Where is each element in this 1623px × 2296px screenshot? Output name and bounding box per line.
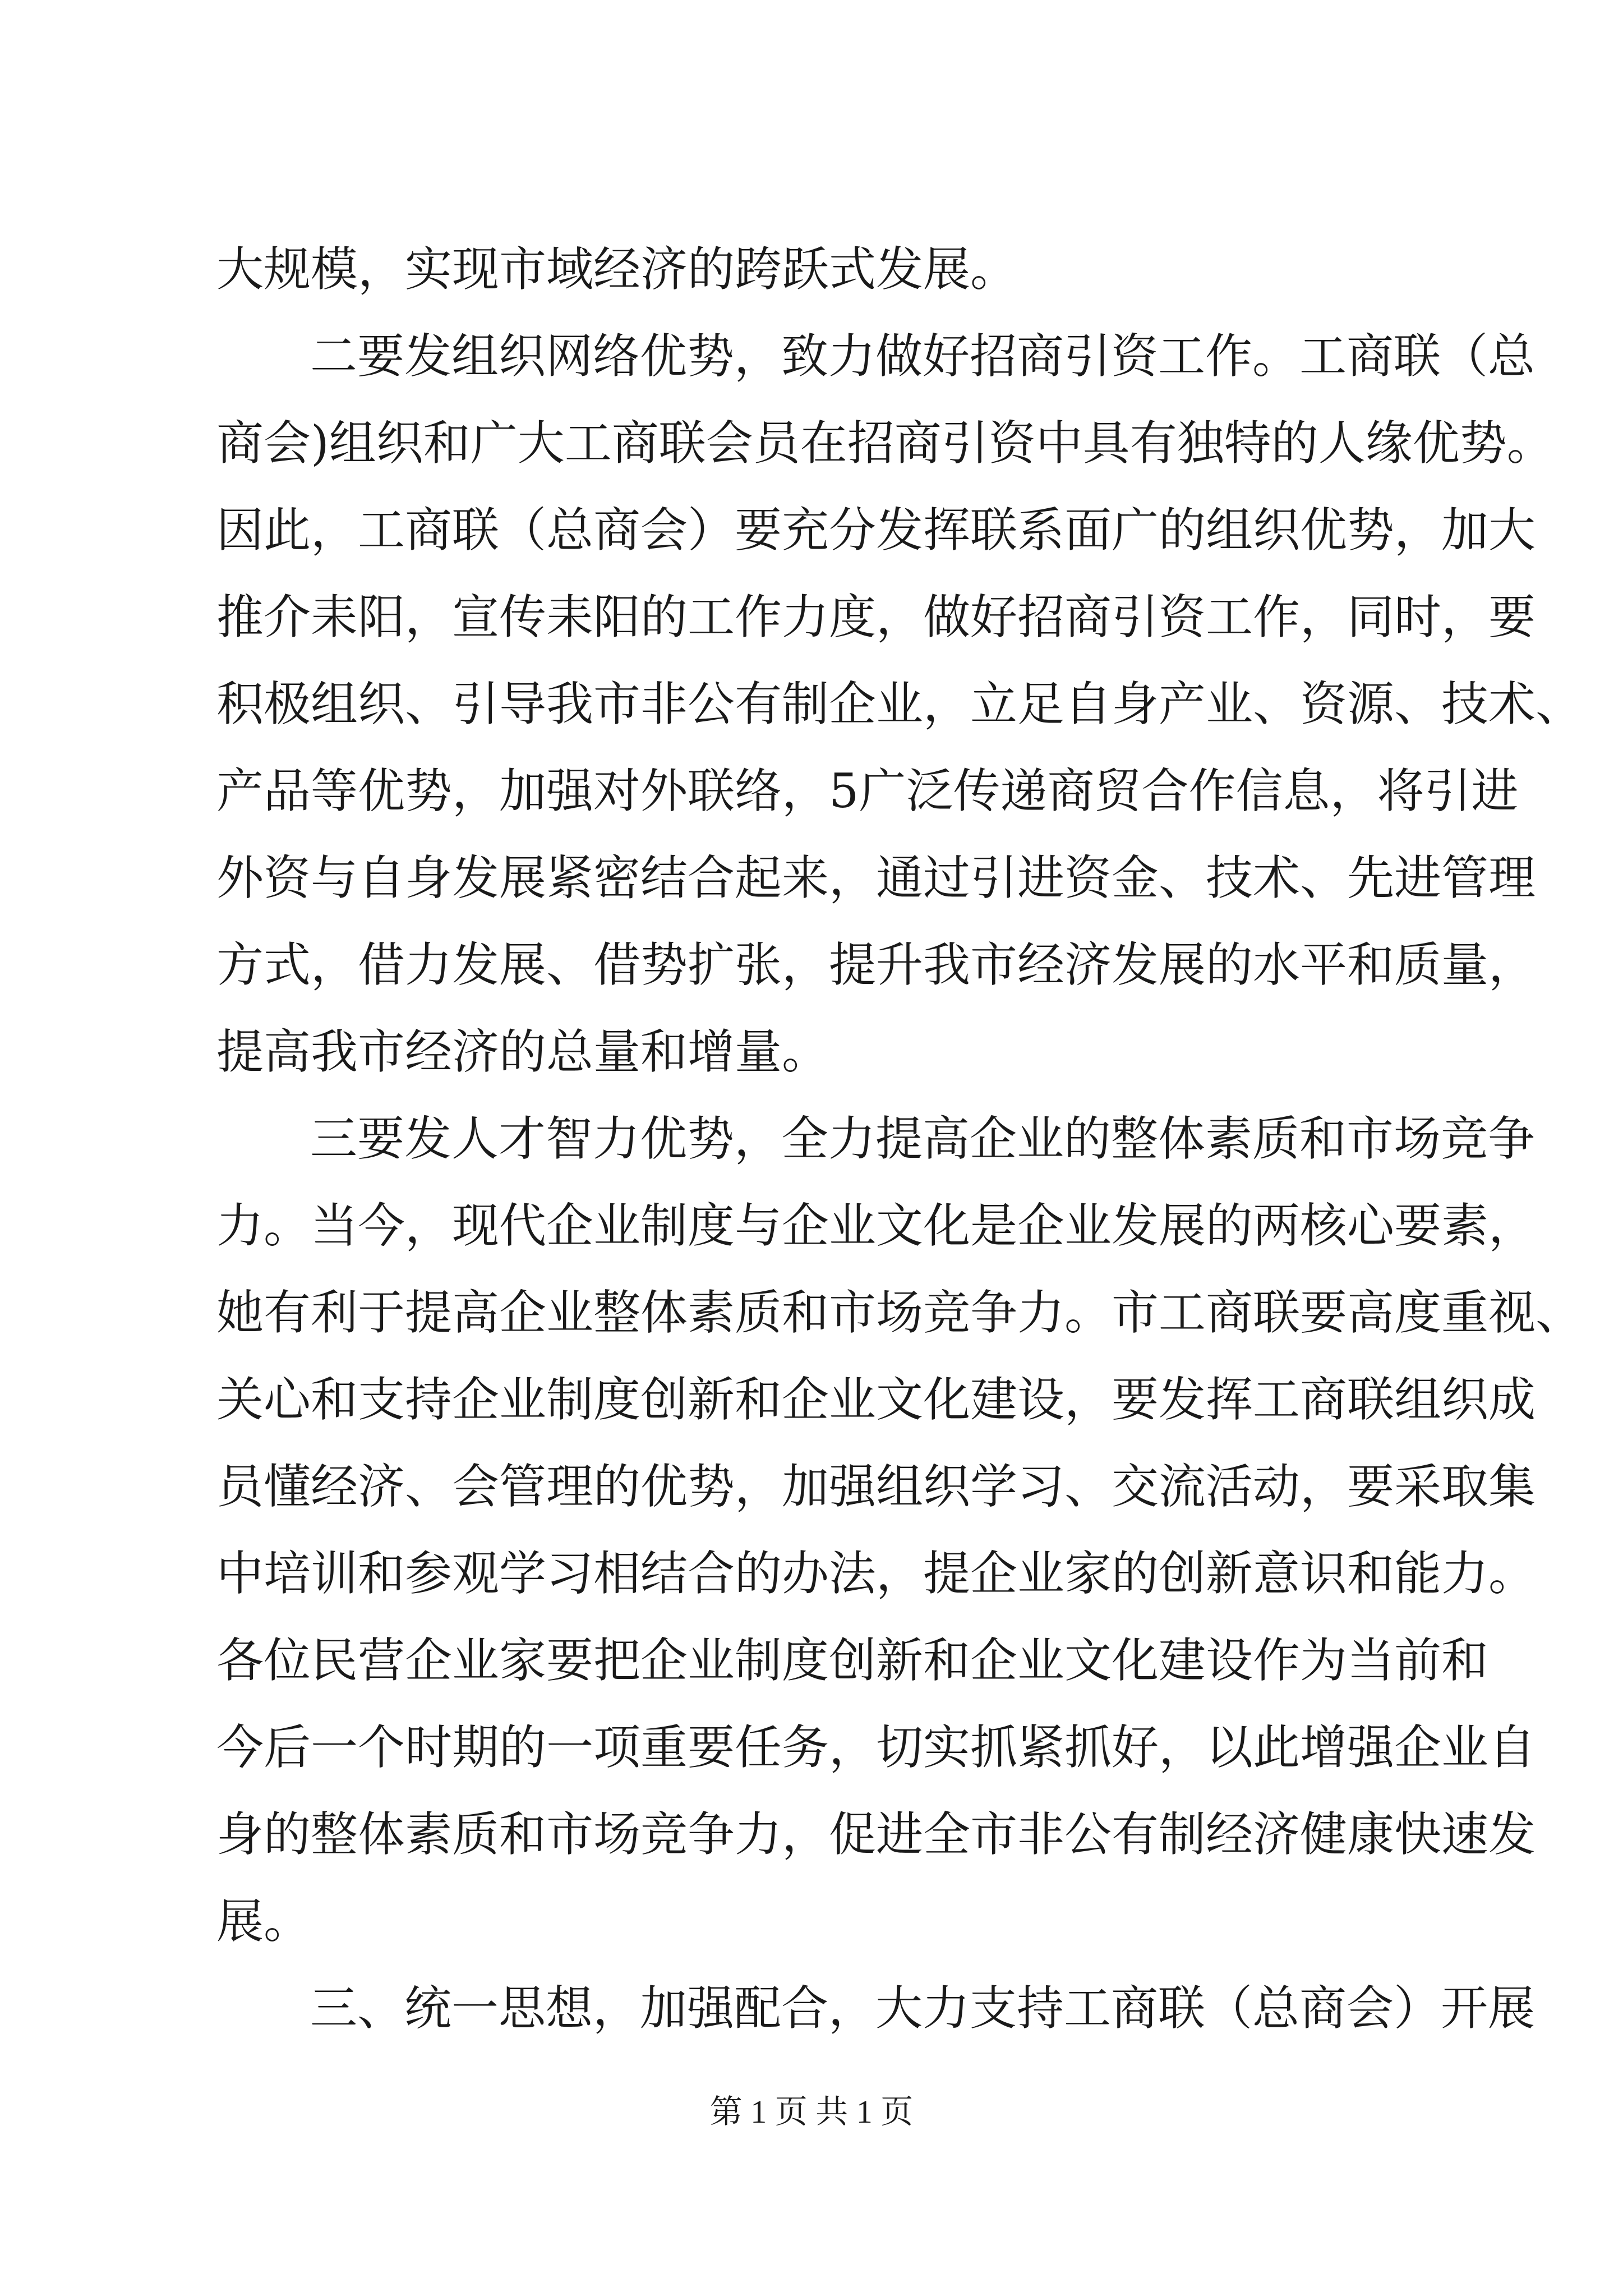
text-line: 商会)组织和广大工商联会员在招商引资中具有独特的人缘优势。 — [216, 416, 1554, 471]
text-line: 大规模，实现市域经济的跨跃式发展。 — [216, 242, 1018, 297]
text-line: 产品等优势，加强对外联络，5广泛传递商贸合作信息，将引进 — [216, 763, 1519, 818]
text-line: 方式，借力发展、借势扩张，提升我市经济发展的水平和质量， — [216, 937, 1536, 992]
text-line: 关心和支持企业制度创新和企业文化建设，要发挥工商联组织成 — [216, 1372, 1536, 1427]
text-line: 展。 — [216, 1894, 311, 1949]
text-line: 力。当今，现代企业制度与企业文化是企业发展的两核心要素， — [216, 1198, 1536, 1253]
text-line: 今后一个时期的一项重要任务，切实抓紧抓好，以此增强企业自 — [216, 1720, 1536, 1775]
text-line: 推介耒阳，宣传耒阳的工作力度，做好招商引资工作，同时，要 — [216, 590, 1536, 645]
section-heading-line: 三、统一思想，加强配合，大力支持工商联（总商会）开展 — [310, 1981, 1536, 2036]
text-line: 员懂经济、会管理的优势，加强组织学习、交流活动，要采取集 — [216, 1459, 1536, 1514]
text-line: 中培训和参观学习相结合的办法，提企业家的创新意识和能力。 — [216, 1546, 1536, 1601]
text-line: 积极组织、引导我市非公有制企业，立足自身产业、资源、技术、 — [216, 677, 1583, 731]
page-footer: 第 1 页 共 1 页 — [709, 2093, 914, 2130]
text-line: 外资与自身发展紧密结合起来，通过引进资金、技术、先进管理 — [216, 850, 1536, 905]
paragraph-first-line: 三要发人才智力优势，全力提高企业的整体素质和市场竞争 — [310, 1111, 1536, 1166]
text-line: 各位民营企业家要把企业制度创新和企业文化建设作为当前和 — [216, 1633, 1489, 1688]
paragraph-first-line: 二要发组织网络优势，致力做好招商引资工作。工商联（总 — [310, 329, 1536, 384]
text-line: 她有利于提高企业整体素质和市场竞争力。市工商联要高度重视、 — [216, 1285, 1583, 1340]
text-line: 因此，工商联（总商会）要充分发挥联系面广的组织优势，加大 — [216, 503, 1536, 558]
text-line: 身的整体素质和市场竞争力，促进全市非公有制经济健康快速发 — [216, 1807, 1536, 1862]
text-line: 提高我市经济的总量和增量。 — [216, 1024, 829, 1079]
